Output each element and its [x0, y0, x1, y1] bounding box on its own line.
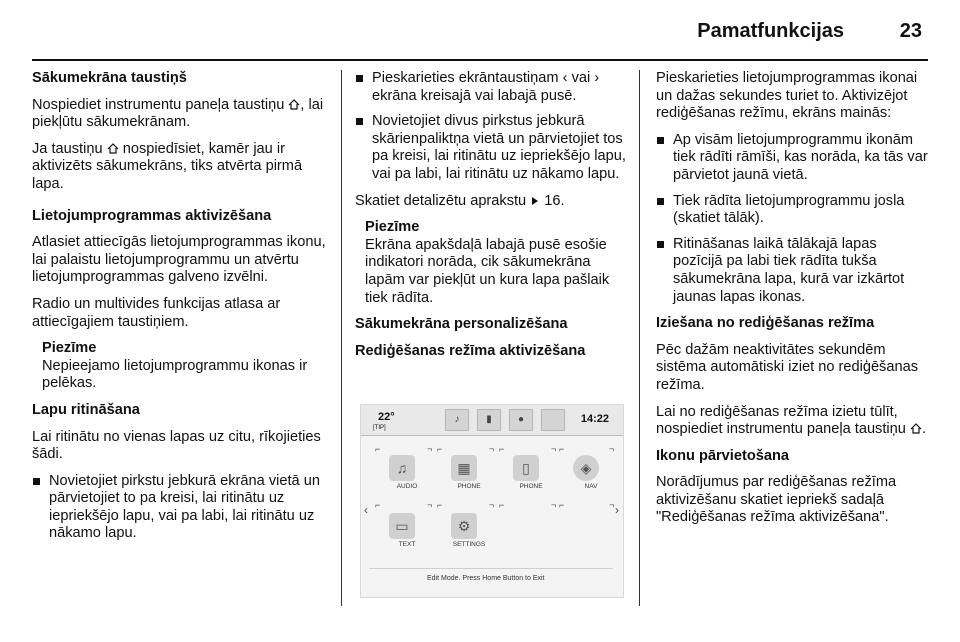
paragraph-text: Lai no rediģēšanas režīma izietu tūlīt, nospiediet instrumentu paneļa taustiņu — [656, 403, 906, 438]
subsection-title: Rediģēšanas režīma aktivizēšana — [355, 342, 586, 359]
paragraph-text: Nospiediet instrumentu paneļa taustiņu — [32, 96, 285, 113]
page-reference-triangle-icon — [532, 196, 538, 205]
edit-frame-corner-icon: ⌐ — [437, 444, 443, 454]
page-title: Pamatfunkcijas — [697, 20, 844, 42]
list-item-text: Novietojiet pirkstu jebkurā ekrāna vietā un pārvietojiet to pa kreisi, lai ritinātu uz iepriekšējo lapu, vai pa labi, lai ritinātu uz nākamo lapu. — [49, 472, 320, 542]
screen-divider — [369, 568, 613, 569]
paragraph — [32, 141, 328, 194]
chevron-left-icon: ‹ — [562, 70, 568, 86]
shortcut-empty-slot-icon — [541, 409, 565, 431]
home-icon — [288, 99, 300, 110]
app-tile-label: PHONE — [457, 483, 481, 490]
paragraph: Atlasiet attiecīgās lietojumprogrammas ikonu, lai palaistu lietojumprogrammu un atvērtu lietojumprogrammas galveno izvēlni. — [32, 234, 326, 286]
text-message-icon: ▭ — [389, 513, 415, 539]
paragraph-text: . — [921, 421, 927, 438]
section-title: Iziešana no rediģēšanas režīma — [656, 315, 875, 332]
column-1 — [32, 70, 328, 552]
app-tile-phone — [443, 453, 487, 495]
paragraph: Radio un multivides funkcijas atlasa ar attiecīgajiem taustiņiem. — [32, 295, 281, 330]
list-item — [656, 132, 928, 185]
edit-frame-corner-icon: ⌐ — [499, 444, 505, 454]
edit-frame-corner-icon: ¬ — [427, 444, 433, 454]
bullet-square-icon — [657, 241, 664, 248]
home-screen-edit-mode-figure — [360, 404, 624, 598]
bullet-list — [32, 473, 328, 543]
note-text: Ekrāna apakšdaļā labajā pusē esošie indikatori norāda, cik sākumekrāna lapām var piekļūt un kura lapa pašlaik tiek rādīta. — [365, 236, 610, 306]
paragraph-text: Ja taustiņu — [32, 140, 103, 157]
phone-keypad-icon: ▦ — [451, 455, 477, 481]
paragraph: Norādījumus par rediģēšanas režīma aktivizēšanu skatiet iepriekš sadaļā "Rediģēšanas režīma aktivizēšana". — [656, 474, 897, 526]
compass-icon: ◈ — [573, 455, 599, 481]
paragraph — [355, 193, 629, 211]
list-item — [656, 236, 928, 306]
note-title: Piezīme — [365, 219, 420, 236]
home-icon — [910, 423, 922, 434]
chevron-right-icon: › — [594, 70, 600, 86]
header-rule — [32, 59, 928, 61]
app-tile-settings — [443, 511, 487, 553]
note-title: Piezīme — [42, 340, 97, 357]
note-text: Nepieejamo lietojumprogrammu ikonas ir pelēkas. — [42, 357, 308, 392]
list-item — [656, 193, 928, 228]
column-2 — [355, 70, 629, 369]
edit-frame-corner-icon: ⌐ — [375, 444, 381, 454]
edit-frame-corner-icon: ¬ — [427, 500, 433, 510]
paragraph: Pēc dažām neaktivitātes sekundēm sistēma automātiski iziet no rediģēšanas režīma. — [656, 341, 919, 393]
list-item-text: Pieskarieties ekrāntaustiņam — [372, 70, 559, 86]
shortcut-nav-icon: ● — [509, 409, 533, 431]
app-tile-audio — [381, 453, 425, 495]
edit-frame-corner-icon: ⌐ — [499, 500, 505, 510]
edit-frame-corner-icon: ¬ — [551, 444, 557, 454]
screen-status-bar — [361, 405, 623, 436]
bullet-list — [355, 70, 629, 184]
bullet-square-icon — [356, 118, 363, 125]
edit-frame-corner-icon: ¬ — [609, 444, 615, 454]
edit-frame-corner-icon: ⌐ — [375, 500, 381, 510]
bullet-square-icon — [356, 75, 363, 82]
app-tile-nav — [565, 453, 609, 495]
app-tile-text — [381, 511, 425, 553]
app-tile-label: PHONE — [519, 483, 543, 490]
smartphone-icon: ▯ — [513, 455, 539, 481]
edit-frame-corner-icon: ¬ — [609, 500, 615, 510]
paragraph: Pieskarieties lietojumprogrammas ikonai un dažas sekundes turiet to. Aktivizējot rediģēšanas režīmu, ekrāns mainās: — [656, 70, 918, 122]
edit-frame-corner-icon: ¬ — [551, 500, 557, 510]
list-item-text: Ritināšanas laikā tālākajā lapas pozīcijā pa labi tiek rādīta tukša sākumekrāna lapa, kurā var izkārtot jaunas lapas ikonas. — [673, 235, 905, 305]
edit-frame-corner-icon: ⌐ — [559, 500, 565, 510]
edit-frame-corner-icon: ¬ — [489, 500, 495, 510]
paragraph-text: Skatiet detalizētu aprakstu — [355, 192, 527, 209]
page-reference: 16. — [544, 192, 565, 209]
list-item-text: Tiek rādīta lietojumprogrammu josla (skatiet tālāk). — [673, 192, 905, 227]
page-number: 23 — [899, 20, 922, 42]
paragraph-text: nospiedīsiet, kamēr jau ir aktivizēts sākumekrāns, tiks atvērta pirmā lapa. — [32, 140, 303, 192]
home-icon — [107, 143, 119, 154]
section-title: Sākumekrāna personalizēšana — [355, 316, 568, 333]
list-item-text: ekrāna kreisajā vai labajā pusē. — [372, 87, 577, 104]
list-item — [355, 70, 629, 105]
tip-label: [TIP] — [373, 425, 386, 431]
chevron-left-icon: ‹ — [364, 503, 368, 517]
edit-frame-corner-icon: ¬ — [489, 444, 495, 454]
section-title: Lietojumprogrammas aktivizēšana — [32, 207, 272, 224]
chevron-right-icon: › — [615, 503, 619, 517]
column-divider — [639, 70, 640, 606]
list-item-text: Novietojiet divus pirkstus jebkurā skārienpaliktņa vietā un pārvietojiet tos pa kreisi, lai ritinātu uz iepriekšējo lapu, vai pa labi, lai ritinātu uz nākamo lapu. — [372, 113, 626, 182]
edit-mode-hint: Edit Mode. Press Home Button to Exit — [427, 575, 545, 582]
edit-frame-corner-icon: ⌐ — [559, 444, 565, 454]
bullet-square-icon — [33, 478, 40, 485]
list-item — [32, 473, 328, 543]
app-tile-phone-projection — [505, 453, 549, 495]
section-title: Lapu ritināšana — [32, 401, 140, 418]
bullet-square-icon — [657, 137, 664, 144]
app-tile-label: SETTINGS — [452, 541, 486, 548]
app-tile-label: TEXT — [398, 541, 416, 548]
paragraph: Lai ritinātu no vienas lapas uz citu, rīkojieties šādi. — [32, 428, 321, 463]
list-item-text: vai — [571, 70, 591, 86]
note — [355, 219, 629, 307]
paragraph-text: , lai piekļūtu sākumekrānam. — [32, 96, 324, 131]
column-divider — [341, 70, 342, 606]
section-title: Sākumekrāna taustiņš — [32, 70, 187, 86]
bullet-square-icon — [657, 198, 664, 205]
paragraph — [656, 404, 928, 439]
temperature-readout: 22° — [378, 411, 395, 423]
app-tile-label: NAV — [584, 483, 598, 490]
paragraph — [32, 97, 328, 132]
shortcut-audio-icon: ♪ — [445, 409, 469, 431]
page-header — [0, 0, 960, 62]
app-tile-label: AUDIO — [396, 483, 418, 490]
list-item — [355, 113, 629, 183]
music-note-icon: ♫ — [389, 455, 415, 481]
list-item-text: Ap visām lietojumprogrammu ikonām tiek rādīti rāmīši, kas norāda, ka tās var pārvietot jaunā vietā. — [673, 131, 928, 183]
gears-icon: ⚙ — [451, 513, 477, 539]
column-3 — [656, 70, 928, 536]
edit-frame-corner-icon: ⌐ — [437, 500, 443, 510]
note — [32, 340, 328, 393]
section-title: Ikonu pārvietošana — [656, 447, 790, 464]
bullet-list — [656, 132, 928, 306]
clock-readout: 14:22 — [580, 413, 609, 425]
shortcut-phone-icon: ▮ — [477, 409, 501, 431]
